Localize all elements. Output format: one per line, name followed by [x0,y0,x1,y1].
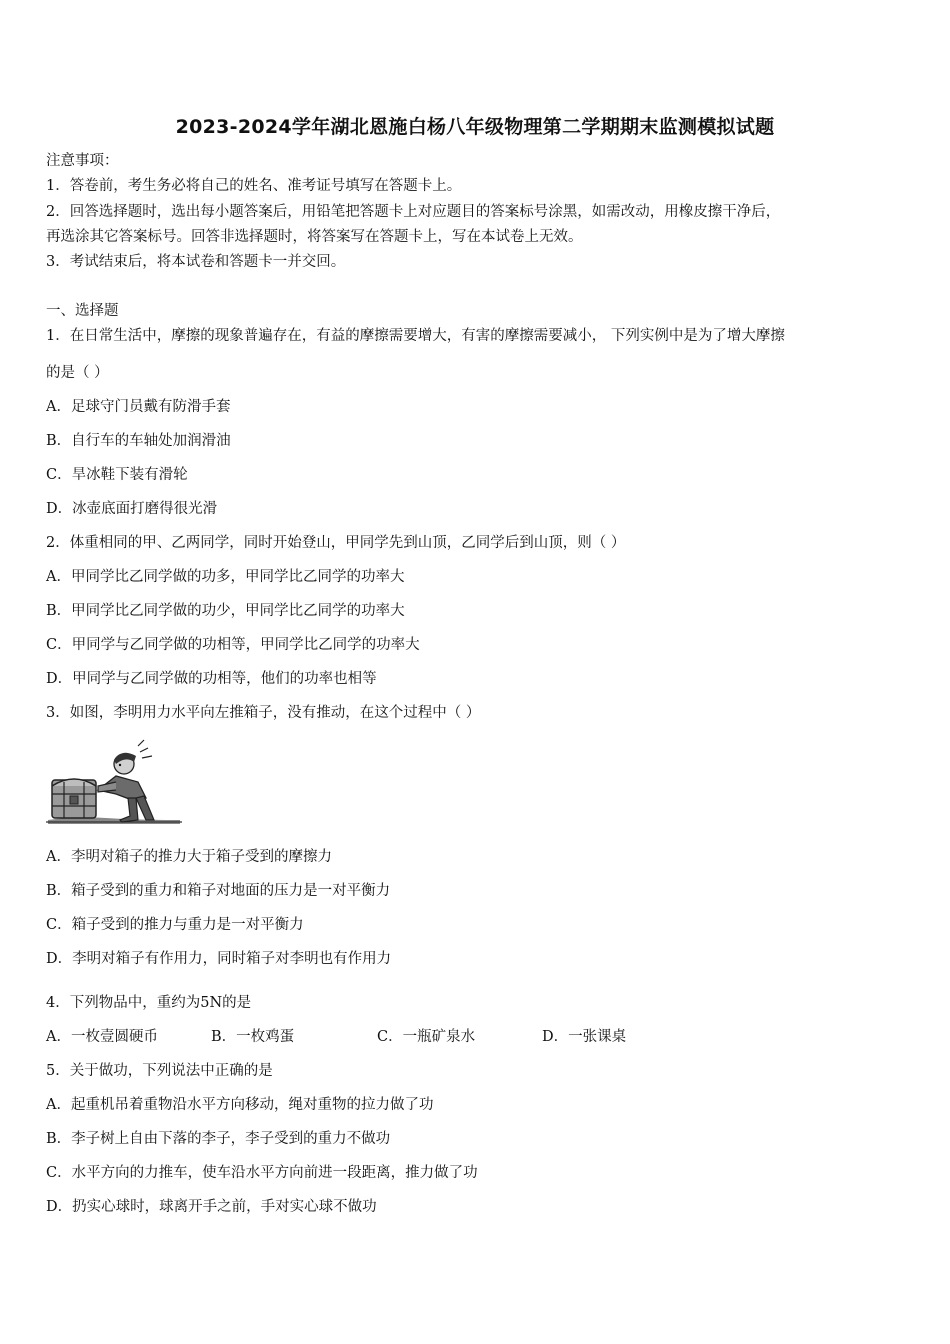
question-2-option-a: A．甲同学比乙同学做的功多，甲同学比乙同学的功率大 [46,569,405,585]
question-3-option-b: B．箱子受到的重力和箱子对地面的压力是一对平衡力 [46,883,391,899]
question-3-option-c: C．箱子受到的推力与重力是一对平衡力 [46,917,304,933]
question-3-option-d: D．李明对箱子有作用力，同时箱子对李明也有作用力 [46,951,392,967]
question-5-option-a: A．起重机吊着重物沿水平方向移动，绳对重物的拉力做了功 [46,1097,434,1113]
section-heading: 一、选择题 [46,303,119,319]
notice-item: 再选涂其它答案标号。回答非选择题时，将答案写在答题卡上，写在本试卷上无效。 [46,229,583,245]
question-4-option-a: A．一枚壹圆硬币 [46,1029,158,1045]
question-4-option-d: D．一张课桌 [542,1029,627,1045]
question-1-stem-cont: 的是（ ） [46,365,109,381]
notice-heading: 注意事项： [46,153,119,169]
notice-item: 3．考试结束后，将本试卷和答题卡一并交回。 [46,254,346,270]
notice-item: 2．回答选择题时，选出每小题答案后，用铅笔把答题卡上对应题目的答案标号涂黑，如需改动，用橡皮擦干净后， [46,204,781,220]
page-title: 2023-2024学年湖北恩施白杨八年级物理第二学期期末监测模拟试题 [175,116,775,138]
question-3-option-a: A．李明对箱子的推力大于箱子受到的摩擦力 [46,849,332,865]
question-1-stem: 1．在日常生活中，摩擦的现象普遍存在，有益的摩擦需要增大，有害的摩擦需要减小， 下列实例中是为了增大摩擦 [46,328,785,344]
question-4-option-b: B．一枚鸡蛋 [211,1029,295,1045]
question-3-stem: 3．如图，李明用力水平向左推箱子，没有推动，在这个过程中（ ） [46,705,481,721]
question-1-option-d: D．冰壶底面打磨得很光滑 [46,501,218,517]
question-5-option-d: D．扔实心球时，球离开手之前，手对实心球不做功 [46,1199,377,1215]
question-5-stem: 5．关于做功，下列说法中正确的是 [46,1063,273,1079]
question-2-option-c: C．甲同学与乙同学做的功相等，甲同学比乙同学的功率大 [46,637,420,653]
question-2-stem: 2．体重相同的甲、乙两同学，同时开始登山，甲同学先到山顶，乙同学后到山顶，则（ ） [46,535,626,551]
question-2-option-b: B．甲同学比乙同学做的功少，甲同学比乙同学的功率大 [46,603,405,619]
question-4-options [46,1027,926,1047]
question-5-option-c: C．水平方向的力推车，使车沿水平方向前进一段距离，推力做了功 [46,1165,478,1181]
question-4-stem: 4．下列物品中，重约为5N的是 [46,995,252,1011]
question-1-option-b: B．自行车的车轴处加润滑油 [46,433,231,449]
question-5-option-b: B．李子树上自由下落的李子，李子受到的重力不做功 [46,1131,391,1147]
pushing-box-illustration [46,738,182,826]
notice-item: 1．答卷前，考生务必将自己的姓名、准考证号填写在答题卡上。 [46,178,462,194]
question-4-option-c: C．一瓶矿泉水 [377,1029,476,1045]
question-1-option-a: A．足球守门员戴有防滑手套 [46,399,231,415]
question-1-option-c: C．旱冰鞋下装有滑轮 [46,467,188,483]
question-2-option-d: D．甲同学与乙同学做的功相等，他们的功率也相等 [46,671,377,687]
